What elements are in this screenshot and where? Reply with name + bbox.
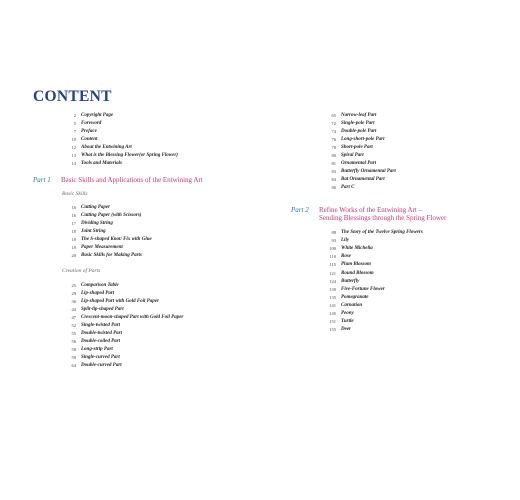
toc-entry-title: Foreword xyxy=(81,121,102,126)
toc-entry-title: Deer xyxy=(341,327,351,333)
toc-page-number: 47 xyxy=(71,315,76,320)
toc-page-number: 29 xyxy=(71,291,76,296)
toc-page-number: 88 xyxy=(331,230,336,235)
toc-entry-title: Single-pole Part xyxy=(341,121,375,126)
toc-page-number: 124 xyxy=(329,278,336,284)
toc-page-number: 52 xyxy=(71,323,76,328)
toc-entry-title: Cutting Paper xyxy=(81,205,111,210)
toc-page-number: 86 xyxy=(331,185,336,190)
toc-entry-title: Short-pole Part xyxy=(341,145,373,150)
toc-entry-title: Part C xyxy=(341,185,355,190)
toc-entry-title: Plum Blossom xyxy=(341,262,371,268)
toc-page-number: 2 xyxy=(73,113,76,118)
toc-entry-title: Tools and Materials xyxy=(81,161,122,166)
toc-page-number: 44 xyxy=(71,307,76,312)
toc-page-number: 36 xyxy=(71,299,76,304)
toc-entry-title: Rose xyxy=(341,254,351,260)
toc-page-number: 12 xyxy=(71,145,76,150)
part-1-label: Part 1 xyxy=(33,176,51,184)
toc-entry-title: Double-twisted Part xyxy=(81,331,122,336)
toc-entry-title: Butterfly xyxy=(341,278,360,284)
toc-entry-title: Copyright Page xyxy=(81,113,114,118)
toc-entry-title: Round Blossom xyxy=(341,270,374,276)
basic-skills-label: Basic Skills xyxy=(62,191,88,197)
toc-entry-title: Double-pole Part xyxy=(341,129,377,134)
toc-entry-title: Carnation xyxy=(341,302,363,308)
toc-page-number: 130 xyxy=(329,286,336,292)
toc-entry-title: Double-coiled Part xyxy=(81,339,121,344)
toc-entry-title: Peony xyxy=(341,311,354,316)
toc-entry-title: Comparison Table xyxy=(81,283,119,288)
toc-page-number: 55 xyxy=(71,331,76,336)
toc-entry-title: Bat Ornamental Part xyxy=(341,177,385,182)
toc-entry-title: Narrow-leaf Part xyxy=(341,113,377,118)
toc-page-number: 74 xyxy=(331,129,336,134)
toc-page-number: 151 xyxy=(329,319,336,325)
toc-page-number: 76 xyxy=(331,137,336,142)
toc-entry-title: Crescent-moon-shaped Part with Gold Foil Paper xyxy=(81,315,184,320)
toc-entry-title: Ornamental Part xyxy=(341,161,377,166)
toc-page-number: 115 xyxy=(329,262,336,268)
toc-entry-title: Five-Fortune Flower xyxy=(341,286,385,292)
toc-page-number: 155 xyxy=(329,327,336,333)
toc-page-number: 14 xyxy=(71,161,76,166)
toc-page-number: 58 xyxy=(71,347,76,352)
toc-entry-title: The S-shaped Knot/ Fix with Glue xyxy=(81,237,152,242)
toc-page-number: 13 xyxy=(71,153,76,158)
toc-page-number: 59 xyxy=(71,355,76,360)
toc-page-number: 72 xyxy=(331,121,336,126)
creation-of-parts-label: Creation of Parts xyxy=(62,268,101,274)
toc-page-number: 83 xyxy=(331,169,336,174)
toc-page-number: 80 xyxy=(331,153,336,158)
toc-page-number: 100 xyxy=(329,246,336,252)
toc-page-number: 110 xyxy=(329,254,336,260)
toc-entry-title: Spiral Part xyxy=(341,153,364,158)
part-2-label: Part 2 xyxy=(291,206,309,214)
toc-entry-title: Dividing String xyxy=(81,221,113,226)
toc-page-number: 17 xyxy=(71,221,76,226)
toc-entry-title: About the Entwining Art xyxy=(81,145,132,150)
toc-page-number: 18 xyxy=(71,237,76,242)
toc-page-number: 84 xyxy=(331,177,336,182)
page-title: CONTENT xyxy=(33,88,112,105)
toc-entry-title: Long-short-pole Part xyxy=(341,137,385,142)
toc-page-number: 93 xyxy=(331,238,336,244)
toc-entry-title: Lily xyxy=(341,238,350,244)
toc-page-number: 18 xyxy=(71,229,76,234)
toc-page-number: 20 xyxy=(71,253,76,258)
toc-entry-title: Single-twisted Part xyxy=(81,323,121,328)
toc-page-number: 135 xyxy=(329,294,336,300)
toc-page-number: 16 xyxy=(71,213,76,218)
toc-page-number: 145 xyxy=(329,311,336,316)
toc-entry-title: Basic Skills for Making Parts xyxy=(81,253,142,258)
toc-page-number: 10 xyxy=(71,137,76,142)
toc-entry-title: What is the Blessing Flower(or Spring Flower) xyxy=(81,153,178,158)
toc-page-number: 18 xyxy=(71,245,76,250)
part-2-title-line-1: Refine Works of the Entwining Art – xyxy=(319,206,423,214)
toc-entry-title: Split-lip-shaped Part xyxy=(81,307,124,312)
toc-entry-title: Cutting Paper (with Scissors) xyxy=(81,213,142,218)
toc-entry-title: Content xyxy=(81,137,98,142)
toc-page-number: 81 xyxy=(331,161,336,166)
toc-page-number: 65 xyxy=(331,113,336,118)
toc-entry-title: Lip-shaped Part xyxy=(81,291,115,296)
toc-entry-title: The Story of the Twelve Spring Flowers xyxy=(341,230,423,235)
toc-page-number: 64 xyxy=(71,363,76,368)
toc-entry-title: Joint String xyxy=(81,229,106,234)
toc-entry-title: Long-strip Part xyxy=(81,347,113,352)
toc-page-number: 5 xyxy=(73,121,76,126)
toc-entry-title: Double-curved Part xyxy=(81,363,122,368)
toc-entry-title: Paper Measurement xyxy=(81,245,123,250)
toc-page-number: 121 xyxy=(329,270,336,276)
toc-entry-title: Preface xyxy=(81,129,97,134)
toc-page-number: 78 xyxy=(331,145,336,150)
part-1-title: Basic Skills and Applications of the Entwining Art xyxy=(61,176,203,184)
toc-entry-title: Pomegranate xyxy=(341,294,369,300)
toc-page-number: 7 xyxy=(73,129,76,134)
toc-page-number: 16 xyxy=(71,205,76,210)
toc-page-number: 25 xyxy=(71,283,76,288)
toc-entry-title: Single-curved Part xyxy=(81,355,120,360)
toc-entry-title: White Michelia xyxy=(341,246,373,252)
toc-entry-title: Turtle xyxy=(341,319,354,325)
toc-entry-title: Butterfly Ornamental Part xyxy=(341,169,396,174)
part-2-title-line-2: Sending Blessings through the Spring Flower xyxy=(319,214,447,222)
toc-entry-title: Lip-shaped Part with Gold Foil Paper xyxy=(81,299,159,304)
toc-page-number: 141 xyxy=(329,302,336,308)
toc-page-number: 56 xyxy=(71,339,76,344)
